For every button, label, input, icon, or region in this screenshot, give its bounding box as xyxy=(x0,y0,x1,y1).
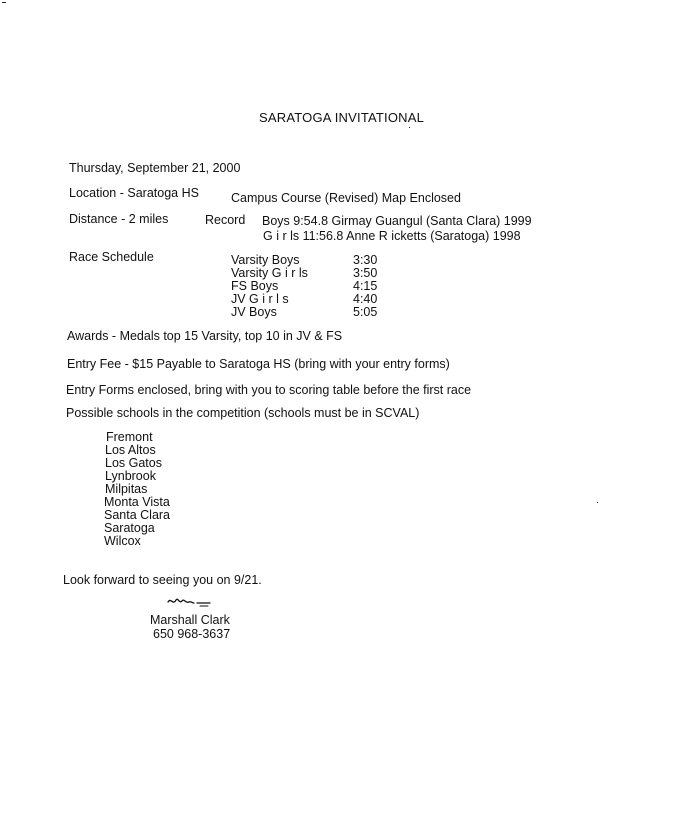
schedule-row xyxy=(231,305,431,318)
school-item: Los Gatos xyxy=(105,456,162,470)
schedule-row xyxy=(231,253,431,266)
schedule-row xyxy=(231,292,431,305)
entry-forms-line: Entry Forms enclosed, bring with you to scoring table before the first race xyxy=(66,383,472,397)
schedule-time: 3:30 xyxy=(353,253,378,267)
school-item: Lynbrook xyxy=(105,469,156,483)
record-boys: Boys 9:54.8 Girmay Guangul (Santa Clara) 1999 xyxy=(262,214,532,228)
schedule-row xyxy=(231,266,431,279)
location-label: Location - Saratoga HS xyxy=(69,186,199,200)
schedule-event: JV G i r l s xyxy=(231,292,289,306)
schedule-event: Varsity Boys xyxy=(231,253,300,267)
signer-phone: 650 968-3637 xyxy=(153,627,231,641)
race-schedule-label: Race Schedule xyxy=(69,250,154,264)
schools-intro: Possible schools in the competition (schools must be in SCVAL) xyxy=(66,406,420,420)
event-date: Thursday, September 21, 2000 xyxy=(69,161,241,175)
schedule-time: 4:40 xyxy=(353,292,378,306)
entry-fee-line: Entry Fee - $15 Payable to Saratoga HS (bring with your entry forms) xyxy=(67,357,450,371)
schedule-row xyxy=(231,279,431,292)
closing-line: Look forward to seeing you on 9/21. xyxy=(63,573,262,587)
school-item: Milpitas xyxy=(105,482,148,496)
location-detail: Campus Course (Revised) Map Enclosed xyxy=(231,191,461,205)
schedule-event: Varsity G i r ls xyxy=(231,266,308,280)
school-item: Wilcox xyxy=(104,534,141,548)
schedule-time: 4:15 xyxy=(353,279,378,293)
schedule-time: 5:05 xyxy=(353,305,378,319)
school-item: Monta Vista xyxy=(104,495,170,509)
schedule-time: 3:50 xyxy=(353,266,378,280)
school-item: Santa Clara xyxy=(104,508,171,522)
schedule-event: FS Boys xyxy=(231,279,279,293)
school-item: Fremont xyxy=(106,430,153,444)
record-girls: G i r ls 11:56.8 Anne R icketts (Saratoga) 1998 xyxy=(263,229,521,243)
scan-speck xyxy=(2,2,6,3)
school-item: Saratoga xyxy=(104,521,155,535)
awards-line: Awards - Medals top 15 Varsity, top 10 in JV & FS xyxy=(67,329,343,343)
distance-label: Distance - 2 miles xyxy=(69,212,169,226)
school-item: Los Altos xyxy=(105,443,156,457)
schedule-event: JV Boys xyxy=(231,305,277,319)
signature-scribble xyxy=(166,594,216,612)
scan-speck xyxy=(409,127,410,128)
record-label: Record xyxy=(205,213,246,227)
document-title: SARATOGA INVITATIONAL xyxy=(259,110,425,125)
scan-speck xyxy=(597,502,598,503)
signer-name: Marshall Clark xyxy=(150,613,230,627)
